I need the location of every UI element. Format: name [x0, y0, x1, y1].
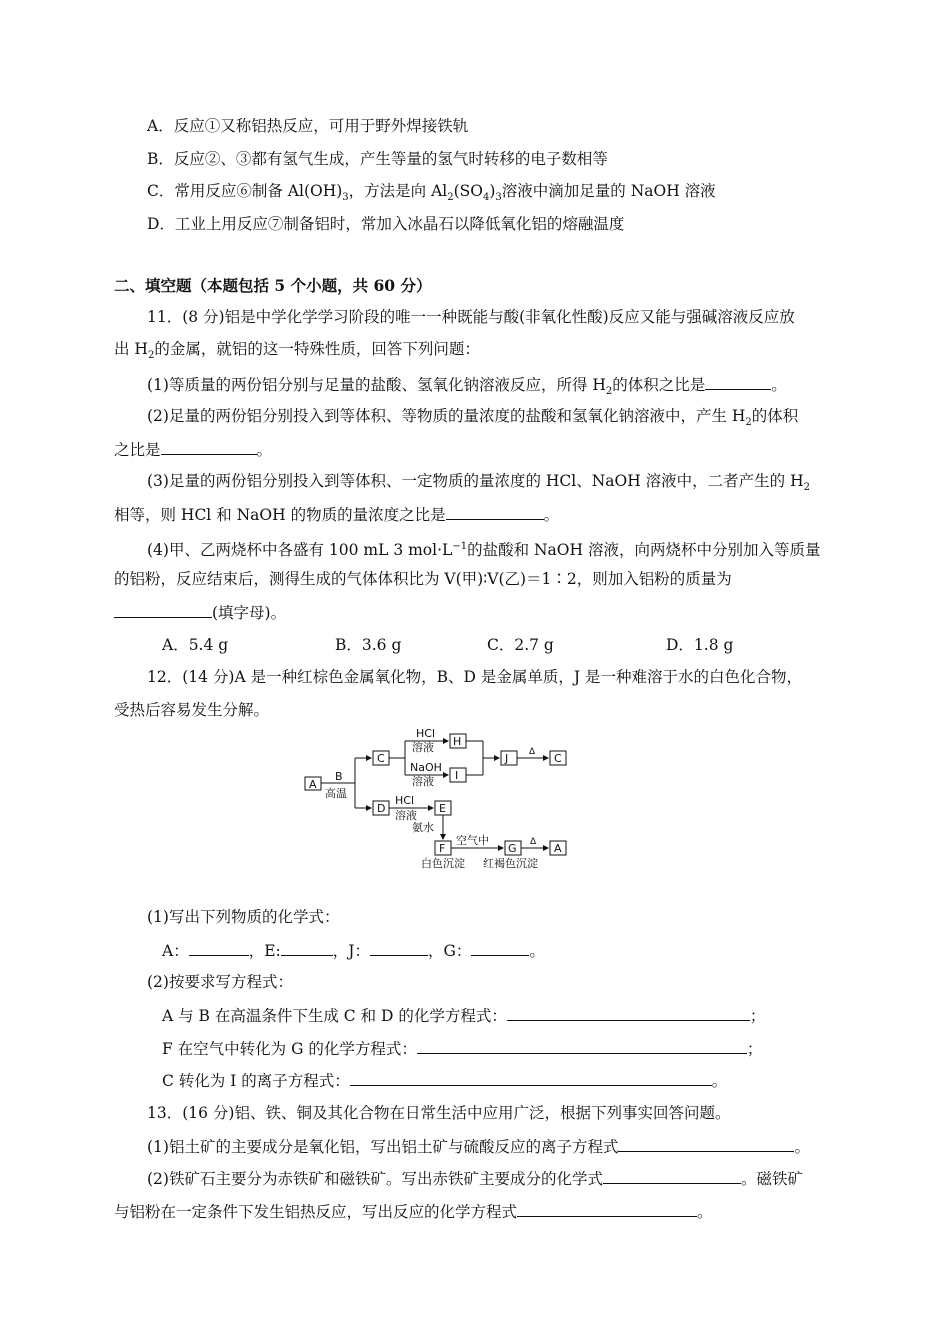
q11-part4-cont: 的铝粉，反应结束后，测得生成的气体体积比为 V(甲)∶V(乙)＝1∶2，则加入铝粉的质量为: [114, 570, 732, 588]
node-h-label: H: [453, 735, 462, 748]
node-c-label: C: [377, 752, 385, 765]
answer-blank[interactable]: [446, 504, 544, 520]
q13-part1: (1)铝土矿的主要成分是氧化铝，写出铝土矿与硫酸反应的离子方程式 。: [147, 1138, 810, 1156]
heat-symbol: Δ: [529, 747, 536, 757]
cond-high-temp: 高温: [325, 787, 347, 800]
answer-blank[interactable]: [370, 940, 428, 956]
section-heading: 二、填空题（本题包括 5 个小题，共 60 分）: [114, 276, 432, 295]
reagent-hcl: HCl: [416, 727, 436, 740]
answer-blank[interactable]: [161, 439, 257, 455]
q12-eq1: A 与 B 在高温条件下生成 C 和 D 的化学方程式： ；: [162, 1007, 766, 1025]
node-a-label: A: [309, 778, 317, 791]
node-j-label: J: [505, 752, 509, 765]
answer-blank[interactable]: [517, 1201, 697, 1217]
answer-blank[interactable]: [507, 1005, 750, 1021]
reaction-flow-diagram: [303, 727, 583, 873]
cond-air: 空气中: [456, 834, 489, 847]
answer-blank[interactable]: [350, 1070, 712, 1086]
q11-part4: (4)甲、乙两烧杯中各盛有 100 mL 3 $mol\cdot L^{-1}$的盐酸和 NaOH 溶液，向两烧杯中分别加入等质量: [147, 541, 821, 560]
answer-blank[interactable]: [705, 374, 771, 390]
q11-part1: (1)等质量的两份铝分别与足量的盐酸、氢氧化钠溶液反应，所得 $H_2$的体积之比是 。: [147, 376, 787, 398]
q12-intro-cont: 受热后容易发生分解。: [114, 701, 270, 719]
answer-blank[interactable]: [417, 1038, 747, 1054]
q10-option-b: B．反应②、③都有氢气生成，产生等量的氢气时转移的电子数相等: [147, 150, 608, 168]
q11-option-d: D．1.8 g: [666, 636, 734, 654]
q10-option-c: C．常用反应⑥制备 $Al(OH)_3$，方法是向 $Al_2(SO_4)_3$溶液中滴加足量的 NaOH 溶液: [147, 182, 716, 204]
q12-part1-items: A： ，E: ，J： ，G： 。: [162, 942, 545, 960]
cond-b: B: [335, 770, 343, 783]
label-redbrown-ppt: 红褐色沉淀: [483, 857, 538, 870]
answer-blank[interactable]: [603, 1168, 741, 1184]
q11-intro: 11．(8 分)铝是中学化学学习阶段的唯一一种既能与酸(非氧化性酸)反应又能与强碱溶液反应放: [147, 308, 795, 326]
node-j: [501, 751, 517, 765]
node-d-label: D: [377, 802, 386, 815]
answer-blank[interactable]: [471, 940, 529, 956]
reagent-solution-3: 溶液: [395, 809, 417, 822]
node-e-label: E: [439, 802, 446, 815]
q12-part1: (1)写出下列物质的化学式：: [147, 908, 340, 926]
reagent-solution-2: 溶液: [412, 775, 434, 788]
reagent-hcl-2: HCl: [395, 794, 415, 807]
q11-part2-cont: 之比是 。: [114, 441, 273, 459]
q11-part3-cont: 相等，则 HCl 和 NaOH 的物质的量浓度之比是 。: [114, 506, 560, 524]
q13-part2-cont: 与铝粉在一定条件下发生铝热反应，写出反应的化学方程式 。: [114, 1203, 713, 1221]
q11-options: [162, 635, 842, 655]
reagent-solution: 溶液: [412, 741, 434, 754]
answer-blank[interactable]: [114, 602, 212, 618]
q11-option-a: A．5.4 g: [162, 636, 229, 654]
q11-option-c: C．2.7 g: [487, 636, 554, 654]
q11-part3: (3)足量的两份铝分别投入到等体积、一定物质的量浓度的 HCl、NaOH 溶液中，二者产生的 $H_2$: [147, 472, 810, 494]
node-g-label: G: [508, 842, 517, 855]
q13-part2: (2)铁矿石主要分为赤铁矿和磁铁矿。写出赤铁矿主要成分的化学式 。磁铁矿: [147, 1170, 803, 1188]
node-i-label: I: [455, 769, 459, 782]
q11-part4-end: (填字母)。: [114, 602, 286, 623]
q12-eq3: C 转化为 I 的离子方程式： 。: [162, 1072, 728, 1090]
q12-part2: (2)按要求写方程式：: [147, 973, 293, 991]
reagent-naoh: NaOH: [410, 761, 442, 774]
q10-option-d: D．工业上用反应⑦制备铝时，常加入冰晶石以降低氧化铝的熔融温度: [147, 215, 625, 233]
q11-option-b: B．3.6 g: [335, 636, 402, 654]
answer-blank[interactable]: [189, 940, 249, 956]
q10-option-a: A．反应①又称铝热反应，可用于野外焊接铁轨: [147, 117, 469, 135]
q11-intro-cont: 出 $H_2$的金属，就铝的这一特殊性质，回答下列问题：: [114, 340, 480, 362]
q12-intro: 12．(14 分)A 是一种红棕色金属氧化物，B、D 是金属单质，J 是一种难溶于水的白色化合物，: [147, 668, 802, 686]
node-f-label: F: [439, 842, 446, 855]
heat-symbol-2: Δ: [530, 837, 537, 847]
q12-eq2: F 在空气中转化为 G 的化学方程式： ；: [162, 1040, 763, 1058]
q11-part2: (2)足量的两份铝分别投入到等体积、等物质的量浓度的盐酸和氢氧化钠溶液中，产生 $H_2$的体积: [147, 407, 799, 429]
node-c2-label: C: [554, 752, 562, 765]
reagent-ammonia: 氨水: [412, 821, 434, 834]
label-white-ppt: 白色沉淀: [421, 857, 465, 870]
answer-blank[interactable]: [281, 940, 333, 956]
q13-intro: 13．(16 分)铝、铁、铜及其化合物在日常生活中应用广泛，根据下列事实回答问题。: [147, 1104, 731, 1122]
answer-blank[interactable]: [618, 1136, 794, 1152]
node-a2-label: A: [554, 842, 562, 855]
